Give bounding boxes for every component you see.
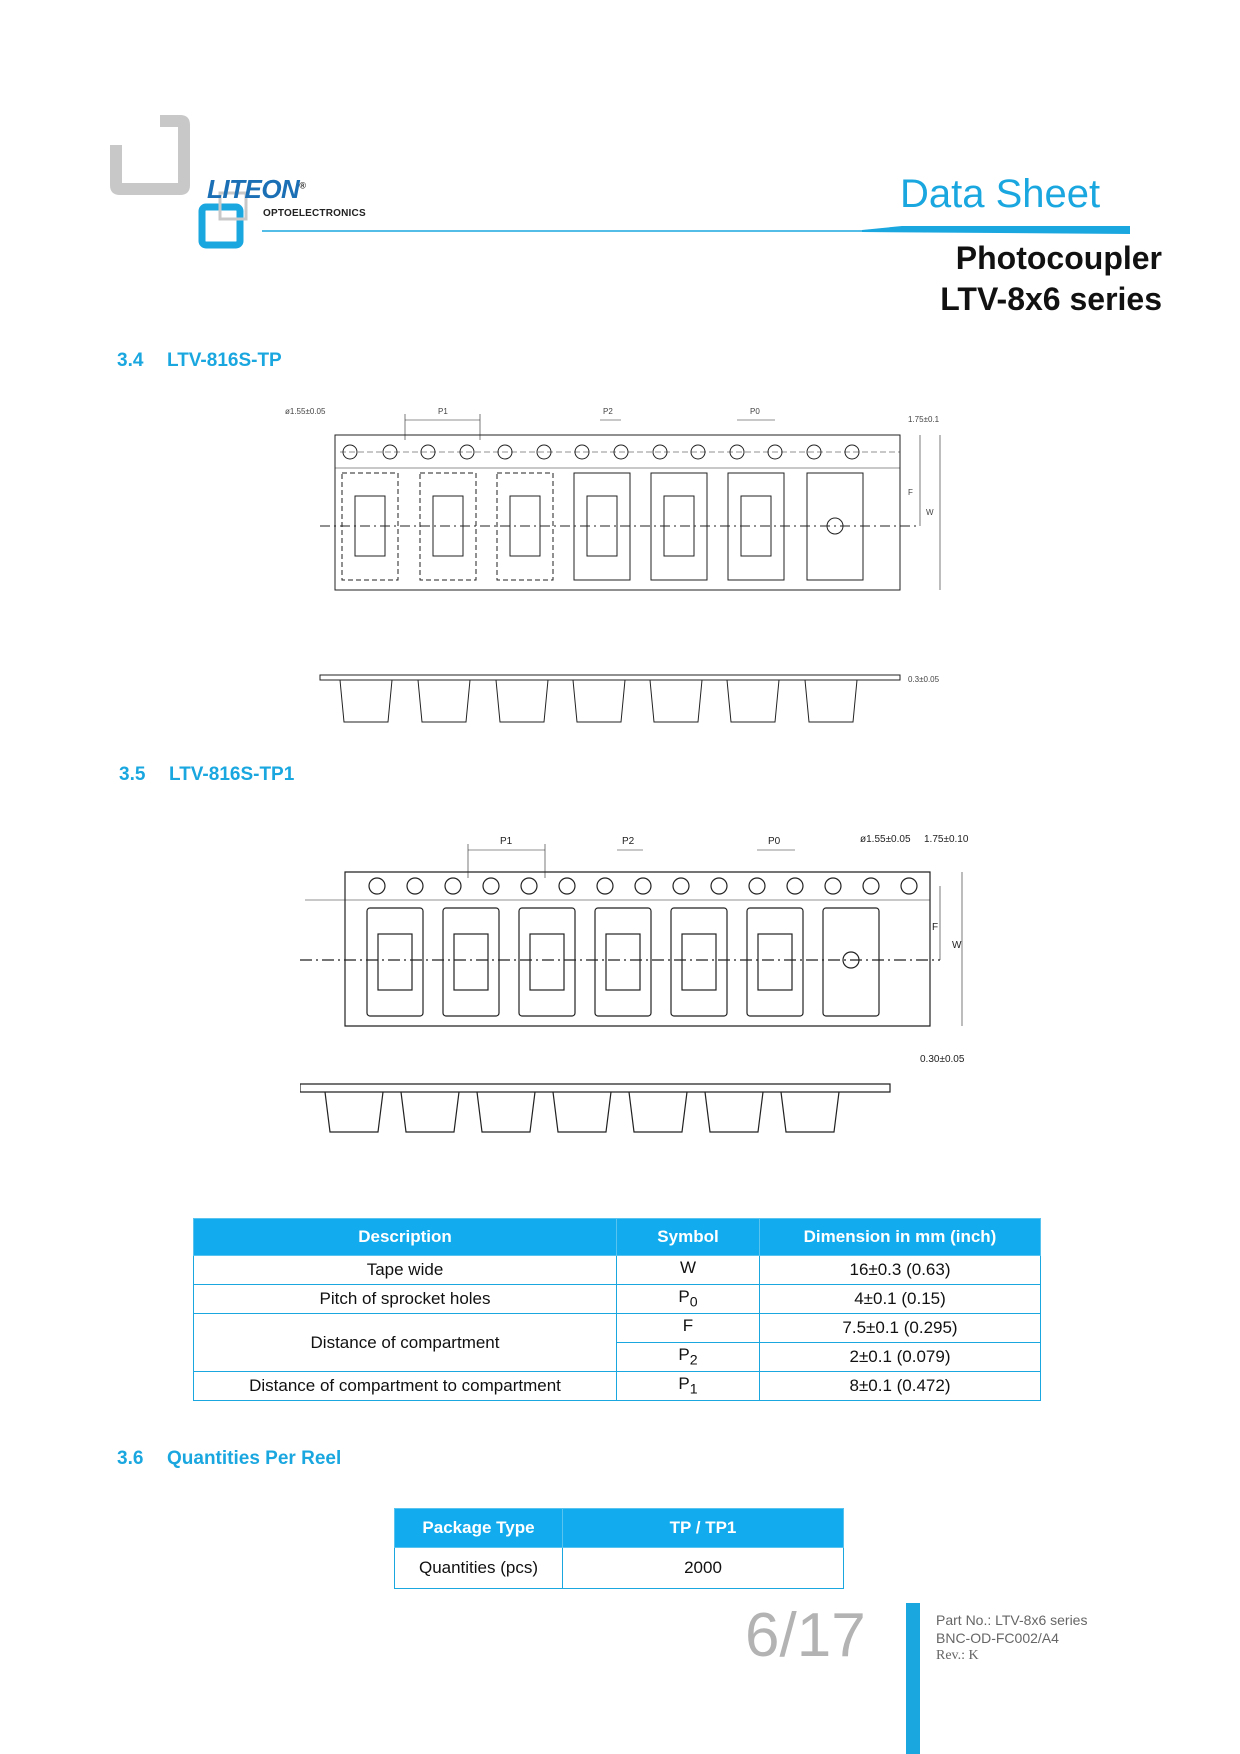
table-row	[194, 1372, 1041, 1401]
tape-profile-tp1	[300, 1084, 890, 1132]
footer-revision: Rev.: K	[936, 1648, 979, 1663]
brand-subtitle: OPTOELECTRONICS	[263, 208, 366, 219]
section-3-4-heading: 3.4 LTV-816S-TP	[117, 350, 282, 371]
row-dimension: 2±0.1 (0.079)	[760, 1343, 1041, 1372]
col-dimension: Dimension in mm (inch)	[760, 1219, 1041, 1256]
quantity-table-header	[395, 1509, 844, 1548]
tape-drawing-tp1	[300, 830, 980, 1150]
tape-drawing-tp	[280, 400, 960, 740]
section-3-6-heading: 3.6 Quantities Per Reel	[117, 1448, 342, 1469]
row-symbol: $P_0$	[617, 1285, 760, 1314]
svg-text:W: W	[926, 508, 934, 517]
row-description: Distance of compartment	[194, 1314, 617, 1372]
doc-type-title: Data Sheet	[900, 172, 1101, 216]
svg-text:P0: P0	[768, 836, 781, 847]
row-symbol: $P_2$	[617, 1343, 760, 1372]
row-symbol: W	[617, 1256, 760, 1285]
table-row	[194, 1285, 1041, 1314]
col-description: Description	[194, 1219, 617, 1256]
row-dimension: 4±0.1 (0.15)	[760, 1285, 1041, 1314]
section-3-5-heading: 3.5 LTV-816S-TP1	[119, 764, 295, 785]
svg-text:P1: P1	[500, 836, 513, 847]
quantity-table	[394, 1508, 844, 1589]
svg-text:ø1.55±0.05: ø1.55±0.05	[285, 407, 326, 416]
col-symbol: Symbol	[617, 1219, 760, 1256]
svg-text:P2: P2	[622, 836, 635, 847]
dimension-table-header	[194, 1219, 1041, 1256]
product-series: LTV-8x6 series	[940, 281, 1162, 317]
row-dimension: 7.5±0.1 (0.295)	[760, 1314, 1041, 1343]
brand-logo-text: LITEON®	[207, 174, 306, 204]
svg-text:0.3±0.05: 0.3±0.05	[908, 675, 940, 684]
quantity-label: Quantities (pcs)	[395, 1548, 563, 1589]
row-description: Pitch of sprocket holes	[194, 1285, 617, 1314]
compartments-tp1	[367, 908, 879, 1016]
col-tp-tp1: TP / TP1	[563, 1509, 844, 1548]
svg-text:W: W	[952, 940, 962, 951]
footer-doc-no: BNC-OD-FC002/A4	[936, 1630, 1059, 1646]
header-rule	[262, 226, 1130, 236]
product-title: Photocoupler	[955, 240, 1162, 276]
table-row	[194, 1256, 1041, 1285]
table-row	[194, 1314, 1041, 1343]
svg-text:1.75±0.1: 1.75±0.1	[908, 415, 940, 424]
svg-text:ø1.55±0.05: ø1.55±0.05	[860, 834, 911, 845]
svg-text:0.30±0.05: 0.30±0.05	[920, 1054, 965, 1065]
quantity-value: 2000	[563, 1548, 844, 1589]
sprocket-holes-tp1	[369, 878, 917, 894]
row-dimension: 8±0.1 (0.472)	[760, 1372, 1041, 1401]
svg-text:1.75±0.10: 1.75±0.10	[924, 834, 969, 845]
col-package-type: Package Type	[395, 1509, 563, 1548]
dimension-table	[193, 1218, 1041, 1401]
row-symbol: F	[617, 1314, 760, 1343]
footer-accent-bar	[906, 1603, 920, 1754]
page-number: 6/17	[745, 1601, 866, 1670]
row-description: Distance of compartment to compartment	[194, 1372, 617, 1401]
svg-text:P1: P1	[438, 407, 448, 416]
table-row	[395, 1548, 844, 1589]
row-symbol: $P_1$	[617, 1372, 760, 1401]
svg-text:P2: P2	[603, 407, 613, 416]
svg-text:F: F	[908, 488, 913, 497]
svg-text:F: F	[932, 922, 939, 933]
footer-part-no: Part No.: LTV-8x6 series	[936, 1612, 1088, 1628]
row-description: Tape wide	[194, 1256, 617, 1285]
row-dimension: 16±0.3 (0.63)	[760, 1256, 1041, 1285]
tape-profile-tp	[320, 675, 900, 722]
svg-text:P0: P0	[750, 407, 760, 416]
